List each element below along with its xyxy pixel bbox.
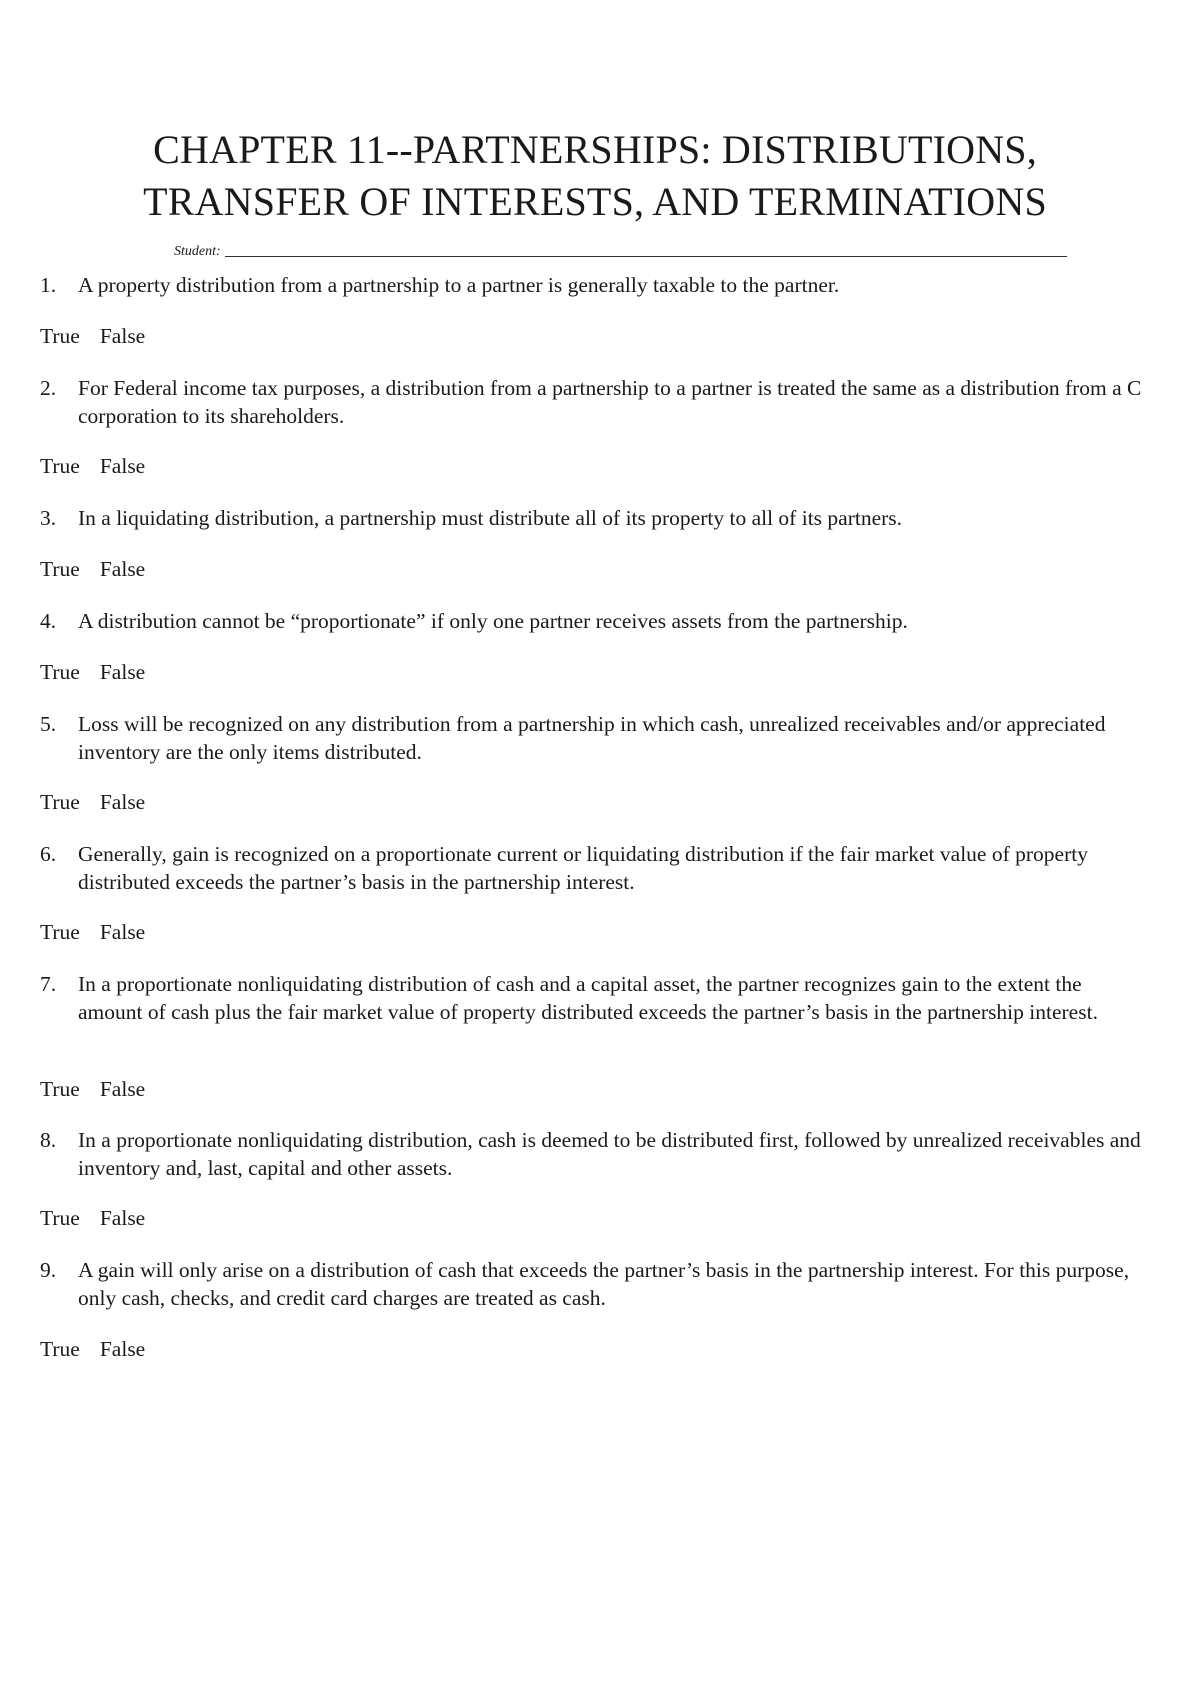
answer-choices-9 bbox=[40, 1335, 145, 1363]
question-number: 8. bbox=[40, 1128, 57, 1152]
answer-false: False bbox=[99, 920, 146, 944]
answer-true: True bbox=[40, 324, 80, 348]
question-number: 9. bbox=[40, 1258, 57, 1282]
question-number: 2. bbox=[40, 376, 57, 400]
question-text: Loss will be recognized on any distribution from a partnership in which cash, unrealized receivables and/or appreciated inventory are the only items distributed. bbox=[78, 712, 1106, 764]
answer-false: False bbox=[99, 1077, 146, 1101]
question-number: 6. bbox=[40, 842, 57, 866]
answer-false: False bbox=[99, 1206, 146, 1230]
question-text: In a liquidating distribution, a partnership must distribute all of its property to all of its partners. bbox=[78, 506, 903, 530]
answer-true: True bbox=[40, 920, 80, 944]
answer-choices-4 bbox=[40, 658, 145, 686]
answer-true: True bbox=[40, 660, 80, 684]
answer-true: True bbox=[40, 557, 80, 581]
answer-choices-3 bbox=[40, 555, 145, 583]
answer-choices-7 bbox=[40, 1075, 145, 1103]
question-number: 7. bbox=[40, 972, 57, 996]
question-number: 1. bbox=[40, 273, 57, 297]
student-name-rule bbox=[225, 256, 1067, 257]
question-text: A distribution cannot be “proportionate” if only one partner receives assets from the partnership. bbox=[78, 609, 908, 633]
question-7 bbox=[40, 970, 1150, 1026]
question-9 bbox=[40, 1256, 1150, 1312]
question-3 bbox=[40, 504, 1150, 532]
chapter-title-line-1: CHAPTER 11--PARTNERSHIPS: DISTRIBUTIONS, bbox=[153, 127, 1037, 172]
answer-choices-5 bbox=[40, 788, 145, 816]
answer-choices-6 bbox=[40, 918, 145, 946]
answer-false: False bbox=[99, 454, 146, 478]
question-8 bbox=[40, 1126, 1150, 1182]
chapter-title-line-2: TRANSFER OF INTERESTS, AND TERMINATIONS bbox=[143, 179, 1047, 224]
question-5 bbox=[40, 710, 1150, 766]
question-4 bbox=[40, 607, 1150, 635]
answer-true: True bbox=[40, 1077, 80, 1101]
student-name-field bbox=[174, 244, 1067, 260]
answer-true: True bbox=[40, 1206, 80, 1230]
answer-false: False bbox=[99, 557, 146, 581]
question-text: For Federal income tax purposes, a distribution from a partnership to a partner is treated the same as a distribution from a C corporation to its shareholders. bbox=[78, 376, 1142, 428]
question-number: 5. bbox=[40, 712, 57, 736]
answer-choices-1 bbox=[40, 322, 145, 350]
chapter-title bbox=[0, 124, 1190, 228]
answer-true: True bbox=[40, 1337, 80, 1361]
answer-true: True bbox=[40, 790, 80, 814]
answer-false: False bbox=[99, 660, 146, 684]
question-text: A property distribution from a partnership to a partner is generally taxable to the partner. bbox=[78, 273, 840, 297]
student-label: Student: bbox=[174, 244, 221, 259]
answer-choices-8 bbox=[40, 1204, 145, 1232]
answer-false: False bbox=[99, 1337, 146, 1361]
answer-false: False bbox=[99, 324, 146, 348]
question-text: Generally, gain is recognized on a proportionate current or liquidating distribution if the fair market value of property distributed exceeds the partner’s basis in the partnership interest. bbox=[78, 842, 1088, 894]
answer-false: False bbox=[99, 790, 146, 814]
question-text: A gain will only arise on a distribution of cash that exceeds the partner’s basis in the partnership interest. For this purpose, only cash, checks, and credit card charges are treated as cash. bbox=[78, 1258, 1130, 1310]
question-text: In a proportionate nonliquidating distribution, cash is deemed to be distributed first, followed by unrealized receivables and inventory and, last, capital and other assets. bbox=[78, 1128, 1141, 1180]
answer-true: True bbox=[40, 454, 80, 478]
question-text: In a proportionate nonliquidating distribution of cash and a capital asset, the partner recognizes gain to the extent the amount of cash plus the fair market value of property distributed exceeds the partner’s basis in the partnership interest. bbox=[78, 972, 1098, 1024]
question-number: 4. bbox=[40, 609, 57, 633]
question-6 bbox=[40, 840, 1150, 896]
answer-choices-2 bbox=[40, 452, 145, 480]
question-2 bbox=[40, 374, 1150, 430]
question-1 bbox=[40, 271, 1150, 299]
question-number: 3. bbox=[40, 506, 57, 530]
